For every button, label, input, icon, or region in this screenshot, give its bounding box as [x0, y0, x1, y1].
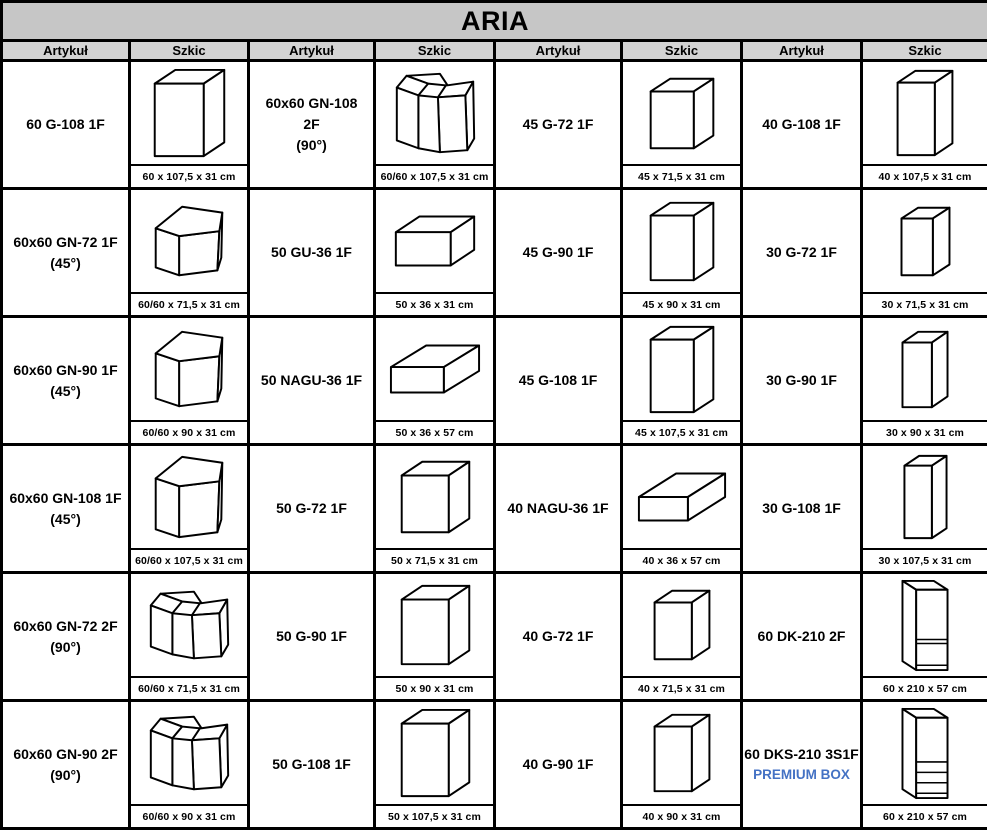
article-name: 45 G-90 1F: [522, 244, 594, 260]
dimensions-label: 50 x 90 x 31 cm: [376, 676, 493, 699]
article-name: 40 G-108 1F: [762, 116, 841, 132]
column-header-szkic: Szkic: [130, 41, 249, 61]
product-row: [2, 701, 987, 829]
dimensions-label: 30 x 71,5 x 31 cm: [863, 292, 987, 315]
article-cell: [495, 61, 622, 189]
article-name: 40 NAGU-36 1F: [507, 500, 609, 516]
sketch-cell: [862, 61, 987, 189]
article-cell: [495, 189, 622, 317]
sketch-cell: [375, 573, 495, 701]
article-name: 60x60 GN-90 1F: [13, 361, 118, 378]
article-name: 60x60 GN-72 1F: [13, 233, 118, 250]
cabinet-sketch-icon: [376, 190, 493, 292]
dimensions-label: 40 x 107,5 x 31 cm: [863, 164, 987, 187]
cabinet-sketch-icon: [376, 62, 493, 164]
dimensions-label: 50 x 36 x 31 cm: [376, 292, 493, 315]
title-row: [2, 2, 987, 41]
cabinet-sketch-icon: [863, 702, 987, 804]
cabinet-sketch-icon: [623, 318, 740, 420]
sketch-cell: [130, 445, 249, 573]
article-cell: [249, 445, 375, 573]
sketch-cell: [622, 317, 742, 445]
product-row: [2, 61, 987, 189]
sketch-cell: [130, 61, 249, 189]
column-header-szkic: Szkic: [862, 41, 987, 61]
sketch-cell: [375, 445, 495, 573]
cabinet-sketch-icon: [131, 702, 247, 804]
product-row: [2, 317, 987, 445]
cabinet-sketch-icon: [623, 574, 740, 676]
article-name: 50 NAGU-36 1F: [260, 372, 363, 388]
cabinet-sketch-icon: [131, 574, 247, 676]
page-title: ARIA: [2, 2, 987, 41]
sketch-cell: [862, 189, 987, 317]
dimensions-label: 40 x 71,5 x 31 cm: [623, 676, 740, 699]
article-name: 50 G-90 1F: [276, 628, 347, 644]
dimensions-label: 30 x 107,5 x 31 cm: [863, 548, 987, 571]
cabinet-sketch-icon: [376, 574, 493, 676]
dimensions-label: 40 x 36 x 57 cm: [623, 548, 740, 571]
cabinet-sketch-icon: [131, 446, 247, 548]
column-header-szkic: Szkic: [375, 41, 495, 61]
article-cell: [2, 189, 130, 317]
dimensions-label: 60/60 x 71,5 x 31 cm: [131, 292, 247, 315]
sketch-cell: [622, 701, 742, 829]
article-name: 45 G-108 1F: [518, 372, 598, 388]
dimensions-label: 60/60 x 71,5 x 31 cm: [131, 676, 247, 699]
article-premium-label: PREMIUM BOX: [753, 766, 850, 782]
column-header-row: [2, 41, 987, 61]
sketch-cell: [622, 61, 742, 189]
cabinet-sketch-icon: [863, 574, 987, 676]
sketch-cell: [130, 701, 249, 829]
dimensions-label: 30 x 90 x 31 cm: [863, 420, 987, 443]
article-name: 50 G-108 1F: [272, 756, 351, 772]
article-name: 60x60 GN-108: [265, 95, 358, 111]
cabinet-sketch-icon: [376, 318, 493, 420]
article-angle: (90°): [296, 137, 327, 153]
article-angle: (90°): [50, 638, 81, 655]
article-cell: [742, 317, 862, 445]
column-header-artykul: Artykuł: [742, 41, 862, 61]
dimensions-label: 50 x 36 x 57 cm: [376, 420, 493, 443]
cabinet-sketch-icon: [623, 446, 740, 548]
article-name: 50 GU-36 1F: [271, 244, 352, 260]
cabinet-sketch-icon: [863, 190, 987, 292]
article-cell: [742, 573, 862, 701]
dimensions-label: 60/60 x 90 x 31 cm: [131, 420, 247, 443]
sketch-cell: [862, 317, 987, 445]
cabinet-sketch-icon: [131, 190, 247, 292]
product-row: [2, 573, 987, 701]
article-cell: [249, 317, 375, 445]
article-cell: [742, 445, 862, 573]
article-angle: (45°): [50, 382, 81, 399]
article-name: 50 G-72 1F: [276, 500, 347, 516]
dimensions-label: 60 x 107,5 x 31 cm: [131, 164, 247, 187]
catalog-body: [2, 61, 987, 829]
dimensions-label: 50 x 107,5 x 31 cm: [376, 804, 493, 827]
article-name: 30 G-90 1F: [766, 372, 837, 388]
dimensions-label: 60/60 x 107,5 x 31 cm: [131, 548, 247, 571]
article-cell: [249, 573, 375, 701]
product-row: [2, 445, 987, 573]
sketch-cell: [375, 317, 495, 445]
sketch-cell: [862, 573, 987, 701]
article-cell: [2, 61, 130, 189]
dimensions-label: 60/60 x 90 x 31 cm: [131, 804, 247, 827]
article-name: 60 DK-210 2F: [757, 628, 846, 644]
article-name: 40 G-72 1F: [522, 628, 594, 644]
sketch-cell: [375, 61, 495, 189]
cabinet-sketch-icon: [623, 702, 740, 804]
article-name: 40 G-90 1F: [522, 756, 594, 772]
column-header-artykul: Artykuł: [2, 41, 130, 61]
article-angle: (45°): [50, 510, 81, 527]
article-name: 60x60 GN-90 2F: [13, 745, 118, 762]
article-cell: [2, 445, 130, 573]
article-cell: [742, 61, 862, 189]
article-angle: (90°): [50, 766, 81, 783]
article-cell: [2, 701, 130, 829]
article-cell: [742, 189, 862, 317]
cabinet-sketch-icon: [863, 318, 987, 420]
cabinet-sketch-icon: [863, 446, 987, 548]
cabinet-sketch-icon: [863, 62, 987, 164]
cabinet-sketch-icon: [623, 62, 740, 164]
sketch-cell: [130, 189, 249, 317]
article-cell: [249, 189, 375, 317]
dimensions-label: 50 x 71,5 x 31 cm: [376, 548, 493, 571]
sketch-cell: [862, 701, 987, 829]
dimensions-label: 45 x 107,5 x 31 cm: [623, 420, 740, 443]
dimensions-label: 60 x 210 x 57 cm: [863, 676, 987, 699]
article-name: 45 G-72 1F: [522, 116, 594, 132]
article-name: 60x60 GN-108 1F: [9, 489, 122, 506]
article-cell: [495, 317, 622, 445]
dimensions-label: 40 x 90 x 31 cm: [623, 804, 740, 827]
column-header-artykul: Artykuł: [249, 41, 375, 61]
sketch-cell: [622, 573, 742, 701]
sketch-cell: [375, 189, 495, 317]
sketch-cell: [622, 189, 742, 317]
cabinet-sketch-icon: [376, 702, 493, 804]
article-cell: [495, 445, 622, 573]
article-name: 30 G-72 1F: [766, 244, 837, 260]
column-header-szkic: Szkic: [622, 41, 742, 61]
cabinet-sketch-icon: [131, 62, 247, 164]
article-cell: [2, 317, 130, 445]
article-angle: (45°): [50, 254, 81, 271]
article-cell: [495, 701, 622, 829]
cabinet-sketch-icon: [376, 446, 493, 548]
sketch-cell: [862, 445, 987, 573]
column-header-artykul: Artykuł: [495, 41, 622, 61]
article-cell: [249, 701, 375, 829]
article-cell: [2, 573, 130, 701]
dimensions-label: 60/60 x 107,5 x 31 cm: [376, 164, 493, 187]
article-cell: [742, 701, 862, 829]
article-name-line2: 2F: [303, 116, 320, 132]
dimensions-label: 45 x 90 x 31 cm: [623, 292, 740, 315]
article-cell: [495, 573, 622, 701]
article-name: 60 G-108 1F: [26, 116, 105, 132]
dimensions-label: 45 x 71,5 x 31 cm: [623, 164, 740, 187]
article-cell: [249, 61, 375, 189]
sketch-cell: [375, 701, 495, 829]
sketch-cell: [622, 445, 742, 573]
sketch-cell: [130, 573, 249, 701]
article-name: 60 DKS-210 3S1F: [744, 745, 859, 762]
sketch-cell: [130, 317, 249, 445]
dimensions-label: 60 x 210 x 57 cm: [863, 804, 987, 827]
article-name: 30 G-108 1F: [762, 500, 841, 516]
cabinet-sketch-icon: [131, 318, 247, 420]
cabinet-sketch-icon: [623, 190, 740, 292]
product-row: [2, 189, 987, 317]
article-name: 60x60 GN-72 2F: [13, 617, 118, 634]
